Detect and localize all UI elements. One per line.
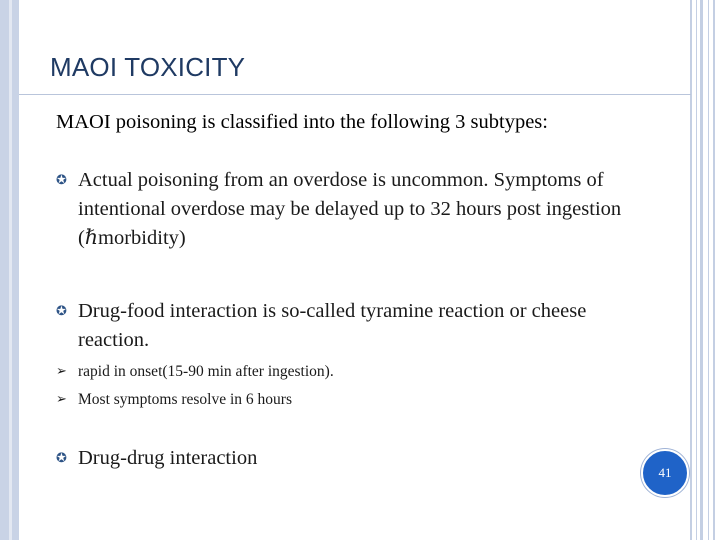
arrow-bullet-icon: ➢ — [56, 392, 67, 407]
intro-text: MAOI poisoning is classified into the following 3 subtypes: — [56, 111, 548, 133]
circle-gear-bullet-icon: ✪ — [56, 304, 67, 319]
intro-paragraph — [56, 108, 678, 137]
h-bar-glyph: ℏ — [84, 227, 99, 249]
bullet-item-drug-food — [56, 297, 656, 355]
sub-item-symptoms-resolve — [56, 389, 656, 411]
sub-item-text: Most symptoms resolve in 6 hours — [78, 391, 292, 408]
sub-item-text: rapid in onset(15-90 min after ingestion). — [78, 363, 334, 380]
item-text: Drug-drug interaction — [78, 447, 258, 469]
circle-gear-bullet-icon: ✪ — [56, 451, 67, 466]
slide-title: MAOI TOXICITY — [50, 52, 246, 82]
arrow-bullet-icon: ➢ — [56, 364, 67, 379]
bullet-item-drug-drug — [56, 444, 656, 473]
bullet-item-actual-poisoning — [56, 166, 656, 253]
item-text: Drug-food interaction is so-called tyramine reaction or cheese reaction. — [78, 300, 587, 351]
sub-item-rapid-onset — [56, 361, 656, 383]
item-text-before: Actual poisoning from an overdose is uncommon. Symptoms of intentional overdose may be delayed up to 32 hours post ingestion ( — [78, 169, 622, 249]
left-decorative-border — [0, 0, 19, 540]
circle-gear-bullet-icon: ✪ — [56, 173, 67, 188]
page-number-badge: 41 — [641, 449, 689, 497]
title-divider — [19, 94, 691, 95]
item-text-after: morbidity) — [98, 227, 186, 249]
